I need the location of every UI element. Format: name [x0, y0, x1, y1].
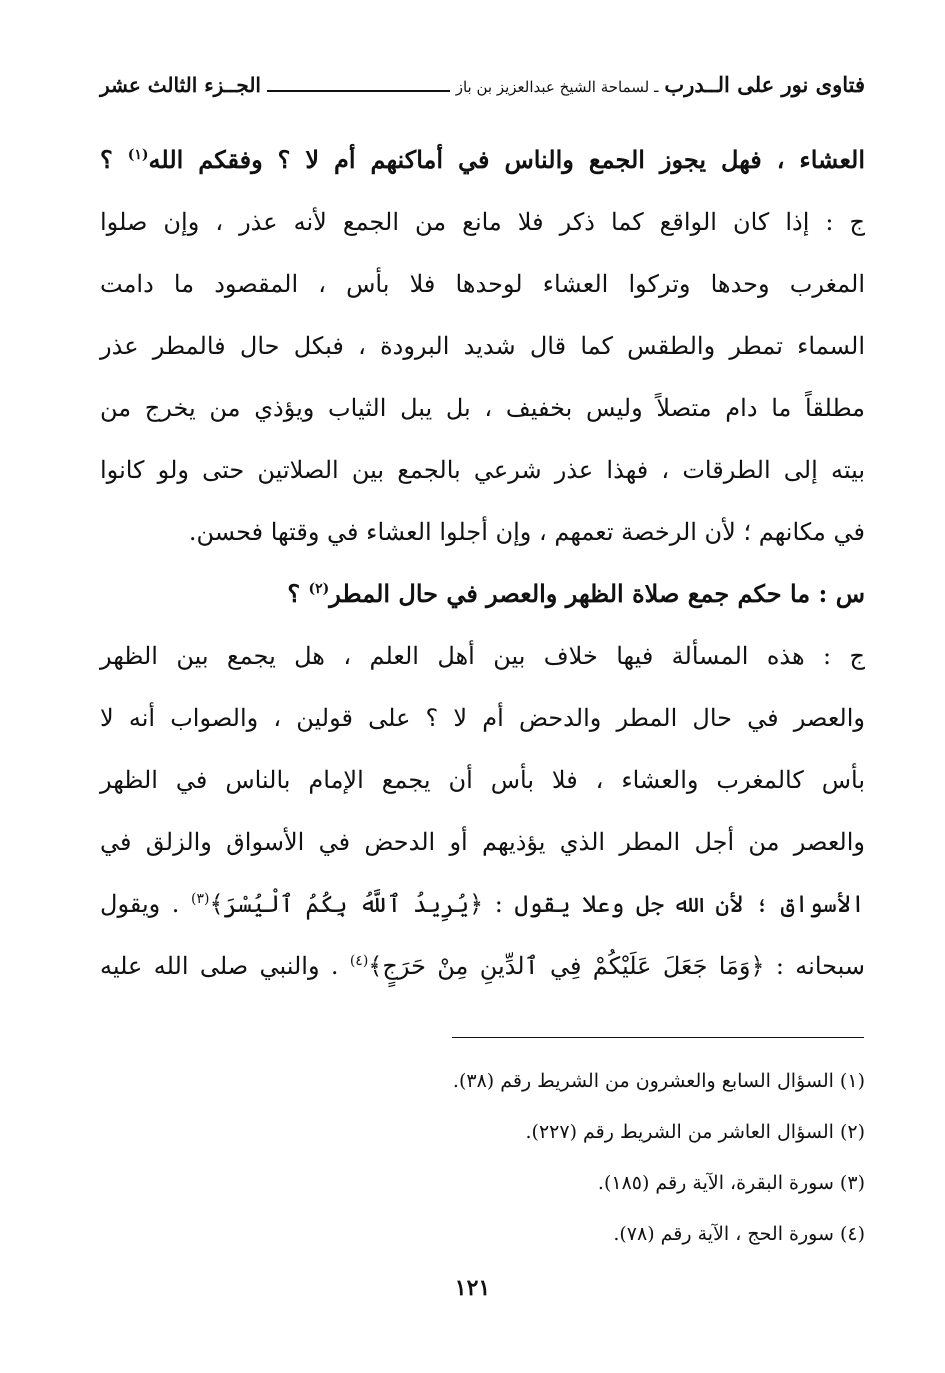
footnote-ref: (٢) — [308, 581, 330, 597]
line-text: في مكانهم ؛ لأن الرخصة تعمهم ، وإن أجلوا العشاء في وقتها فحسن. — [188, 518, 865, 546]
line-text: المغرب وحدها وتركوا العشاء لوحدها فلا بأس ، المقصود ما دامت — [100, 270, 865, 298]
line-text: ج : هذه المسألة فيها خلاف بين أهل العلم ، هل يجمع بين الظهر — [100, 642, 865, 670]
footnotes — [265, 1065, 865, 1269]
text-line — [100, 450, 865, 512]
text-line — [100, 388, 865, 450]
line-text: بيته إلى الطرقات ، فهذا عذر شرعي بالجمع بين الصلاتين حتى ولو كانوا — [100, 456, 865, 484]
line-text: بأس كالمغرب والعشاء ، فلا بأس أن يجمع الإمام بالناس في الظهر — [100, 766, 865, 794]
text-line — [100, 202, 865, 264]
line-text: ج : إذا كان الواقع كما ذكر فلا مانع من الجمع لأنه عذر ، وإن صلوا — [100, 208, 865, 236]
text-line — [100, 636, 865, 698]
line-text: سبحانه : ﴿وَمَا جَعَلَ عَلَيْكُمْ فِي ٱلدِّينِ مِنْ حَرَجٍ﴾ — [368, 952, 865, 980]
body-text — [100, 140, 865, 1008]
line-tail: ؟ — [287, 579, 301, 608]
line-text: السماء تمطر والطقس كما قال شديد البرودة ، فبكل حال فالمطر عذر — [100, 332, 865, 360]
footnote-separator — [452, 1037, 864, 1038]
line-tail: . ويقول — [100, 890, 180, 918]
text-line — [100, 512, 865, 574]
text-line — [100, 326, 865, 388]
footnote-ref: (١) — [127, 147, 149, 163]
text-line — [100, 884, 865, 946]
text-line — [100, 946, 865, 1008]
line-text: والعصر من أجل المطر الذي يؤذيهم أو الدحض في الأسواق والزلق في — [100, 828, 865, 856]
text-line — [100, 698, 865, 760]
text-line — [100, 760, 865, 822]
volume-title: الجــزء الثالث عشر — [100, 73, 261, 97]
text-line — [100, 264, 865, 326]
question-line — [100, 140, 865, 202]
author-name: ـ لسماحة الشيخ عبدالعزيز بن باز — [455, 78, 659, 96]
line-text: مطلقاً ما دام متصلاً وليس بخفيف ، بل يبل الثياب ويؤذي من يخرج من — [100, 394, 865, 422]
book-title: فتاوى نور على الــدرب — [664, 72, 865, 97]
footnote: (٢) السؤال العاشر من الشريط رقم (٢٢٧). — [525, 1121, 865, 1143]
line-text: والعصر في حال المطر والدحض أم لا ؟ على قولين ، والصواب أنه لا — [100, 704, 865, 732]
line-text: س : ما حكم جمع صلاة الظهر والعصر في حال المطر — [329, 579, 865, 608]
line-tail: . والنبي صلى الله عليه — [100, 952, 339, 980]
footnote: (٤) سورة الحج ، الآية رقم (٧٨). — [613, 1223, 865, 1245]
footnote-ref: (٤) — [349, 953, 369, 969]
header-rule — [267, 90, 450, 92]
line-tail: ؟ — [100, 145, 113, 174]
footnote: (١) السؤال السابع والعشرون من الشريط رقم (٣٨). — [452, 1070, 865, 1092]
footnote-ref: (٣) — [191, 891, 210, 907]
line-text: العشاء ، فهل يجوز الجمع والناس في أماكنهم أم لا ؟ وفقكم الله — [148, 145, 865, 174]
question-line — [100, 574, 865, 636]
page-number: ١٢١ — [454, 1275, 491, 1301]
text-line — [100, 822, 865, 884]
footnote: (٣) سورة البقرة، الآية رقم (١٨٥). — [597, 1172, 865, 1194]
line-text: الأسواق ؛ لأن الله جل وعلا يقول : ﴿يُرِيدُ ٱللَّهُ بِكُمُ ٱلْيُسْرَ﴾ — [209, 890, 865, 918]
running-head — [100, 72, 865, 98]
